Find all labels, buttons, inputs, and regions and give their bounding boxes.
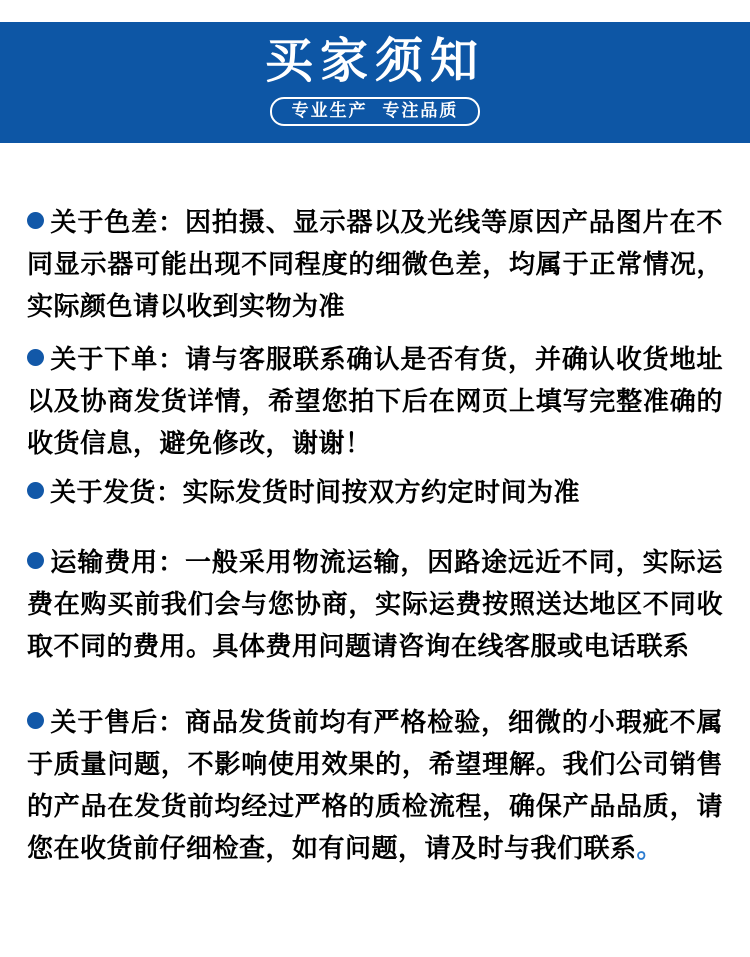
notice-item-color-difference [27,201,723,327]
notice-text: 关于色差：因拍摄、显示器以及光线等原因产品图片在不同显示器可能出现不同程度的细微色差，均属于正常情况，实际颜色请以收到实物为准 [27,207,723,321]
buyer-notice-page [0,22,750,957]
notice-suffix-period: 。 [636,833,664,863]
bullet-dot-icon [27,349,44,366]
notice-item-freight-cost [27,541,723,667]
bullet-dot-icon [27,552,44,569]
notice-item-after-sales [27,701,723,869]
notice-text: 运输费用：一般采用物流运输，因路途远近不同，实际运费在购买前我们会与您协商，实际运费按照送达地区不同收取不同的费用。具体费用问题请咨询在线客服或电话联系 [27,547,723,661]
notice-item-shipping [27,471,723,513]
page-title: 买家须知 [264,35,485,88]
notice-text: 关于下单：请与客服联系确认是否有货，并确认收货地址以及协商发货详情，希望您拍下后在网页上填写完整准确的收货信息，避免修改，谢谢！ [27,344,723,458]
header-banner [0,22,750,143]
tagline-badge: 专业生产 专注品质 [270,97,481,126]
notice-item-ordering [27,338,723,464]
notice-list [0,201,750,869]
bullet-dot-icon [27,482,44,499]
bullet-dot-icon [27,212,44,229]
notice-text: 关于发货：实际发货时间按双方约定时间为准 [50,477,581,507]
notice-text: 关于售后：商品发货前均有严格检验，细微的小瑕疵不属于质量问题，不影响使用效果的，希望理解。我们公司销售的产品在发货前均经过严格的质检流程，确保产品品质，请您在收货前仔细检查，如有问题，请及时与我们联系 [27,707,723,863]
bullet-dot-icon [27,712,44,729]
